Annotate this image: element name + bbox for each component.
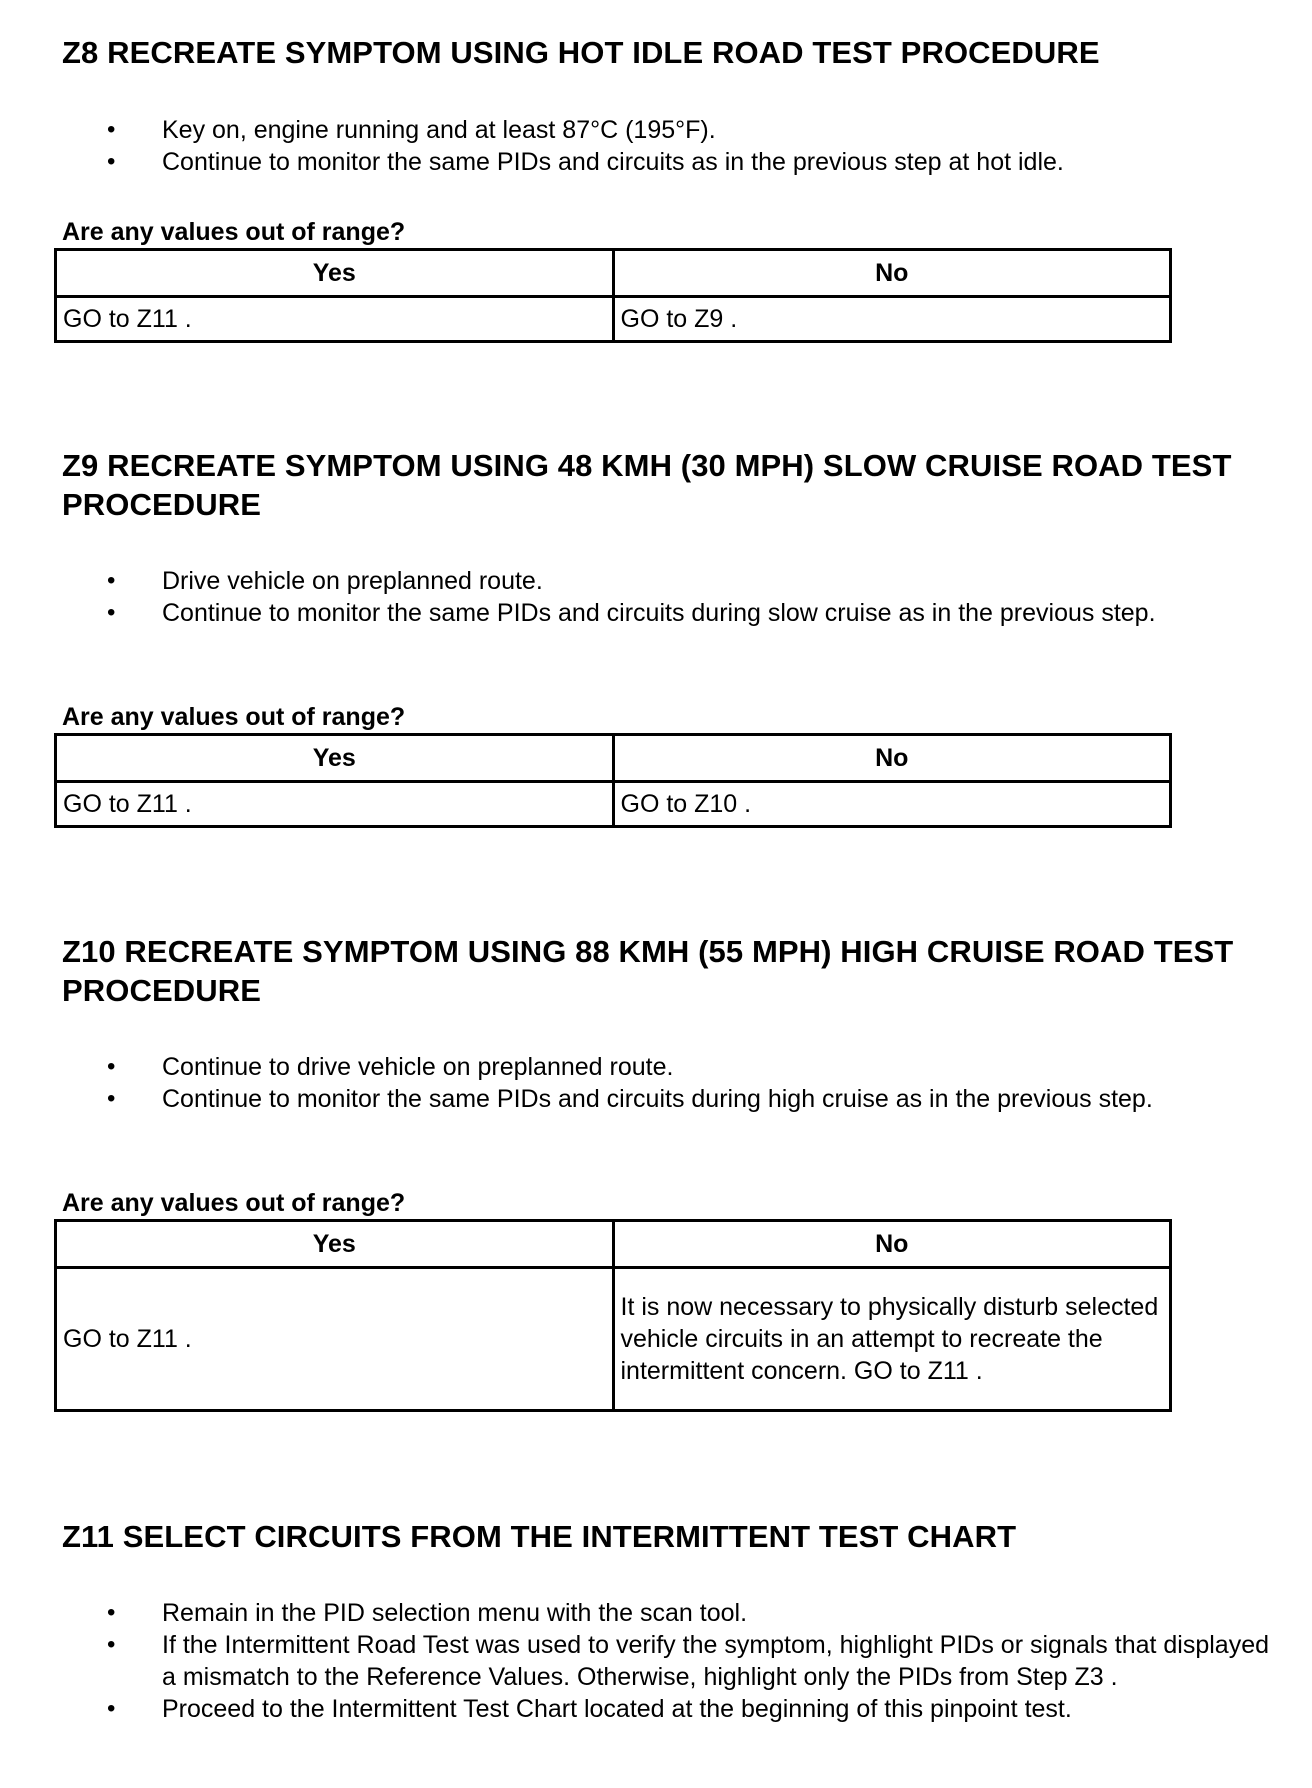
yes-header: Yes <box>56 1221 614 1268</box>
no-cell: It is now necessary to physically disturb selected vehicle circuits in an attempt to recreate the intermittent concern. GO to Z11 . <box>613 1268 1171 1411</box>
bullet-list <box>62 565 1242 629</box>
bullet-list <box>62 114 1242 178</box>
bullet-icon: • <box>107 1053 116 1080</box>
section-z9-question <box>62 702 1242 732</box>
no-header: No <box>613 735 1171 782</box>
bullet-icon: • <box>107 1695 116 1722</box>
section-z8 <box>62 33 1242 72</box>
yes-cell: GO to Z11 . <box>56 297 614 342</box>
bullet-list <box>62 1597 1270 1725</box>
bullet-icon: • <box>107 1599 116 1626</box>
section-heading: Z9 RECREATE SYMPTOM USING 48 KMH (30 MPH) SLOW CRUISE ROAD TEST PROCEDURE <box>62 448 1232 522</box>
bullet-item: • Remain in the PID selection menu with the scan tool. <box>107 1599 748 1627</box>
section-heading: Z8 RECREATE SYMPTOM USING HOT IDLE ROAD TEST PROCEDURE <box>62 35 1100 70</box>
question-label: Are any values out of range? <box>62 1189 406 1217</box>
yes-header: Yes <box>56 250 614 297</box>
bullet-item: • Continue to monitor the same PIDs and circuits during slow cruise as in the previous step. <box>107 599 1156 627</box>
section-z10-question <box>62 1188 1242 1218</box>
bullet-item: • Continue to monitor the same PIDs and circuits as in the previous step at hot idle. <box>107 148 1064 176</box>
section-z8-bullets <box>62 114 1242 178</box>
section-z11 <box>62 1517 1242 1556</box>
no-cell: GO to Z9 . <box>613 297 1171 342</box>
no-cell: GO to Z10 . <box>613 782 1171 827</box>
no-header: No <box>613 1221 1171 1268</box>
question-label: Are any values out of range? <box>62 218 406 246</box>
yes-header: Yes <box>56 735 614 782</box>
no-header: No <box>613 250 1171 297</box>
section-z9 <box>62 446 1242 524</box>
question-label: Are any values out of range? <box>62 703 406 731</box>
section-z10-bullets <box>62 1051 1242 1115</box>
section-z8-question <box>62 217 1242 247</box>
yes-cell: GO to Z11 . <box>56 1268 614 1411</box>
bullet-item: • If the Intermittent Road Test was used to verify the symptom, highlight PIDs or signals that displayed a mismatch to the Reference Values. Otherwise, highlight only the PIDs from Step Z3 . <box>107 1631 1270 1691</box>
yes-cell: GO to Z11 . <box>56 782 614 827</box>
bullet-item: • Continue to monitor the same PIDs and circuits during high cruise as in the previous step. <box>107 1085 1153 1113</box>
bullet-item: • Key on, engine running and at least 87°C (195°F). <box>107 116 716 144</box>
section-heading: Z10 RECREATE SYMPTOM USING 88 KMH (55 MPH) HIGH CRUISE ROAD TEST PROCEDURE <box>62 934 1234 1008</box>
bullet-list <box>62 1051 1242 1115</box>
section-heading: Z11 SELECT CIRCUITS FROM THE INTERMITTENT TEST CHART <box>62 1519 1017 1554</box>
section-z9-bullets <box>62 565 1242 629</box>
bullet-item: • Continue to drive vehicle on preplanned route. <box>107 1053 674 1081</box>
bullet-icon: • <box>107 116 116 143</box>
bullet-item: • Proceed to the Intermittent Test Chart located at the beginning of this pinpoint test. <box>107 1695 1072 1723</box>
bullet-item: • Drive vehicle on preplanned route. <box>107 567 543 595</box>
yes-no-table <box>54 248 1172 343</box>
bullet-icon: • <box>107 567 116 594</box>
yes-no-table <box>54 733 1172 828</box>
section-z11-bullets <box>62 1597 1270 1725</box>
yes-no-table <box>54 1219 1172 1412</box>
section-z10 <box>62 932 1242 1010</box>
bullet-icon: • <box>107 599 116 626</box>
bullet-icon: • <box>107 1085 116 1112</box>
bullet-icon: • <box>107 1631 116 1658</box>
bullet-icon: • <box>107 148 116 175</box>
